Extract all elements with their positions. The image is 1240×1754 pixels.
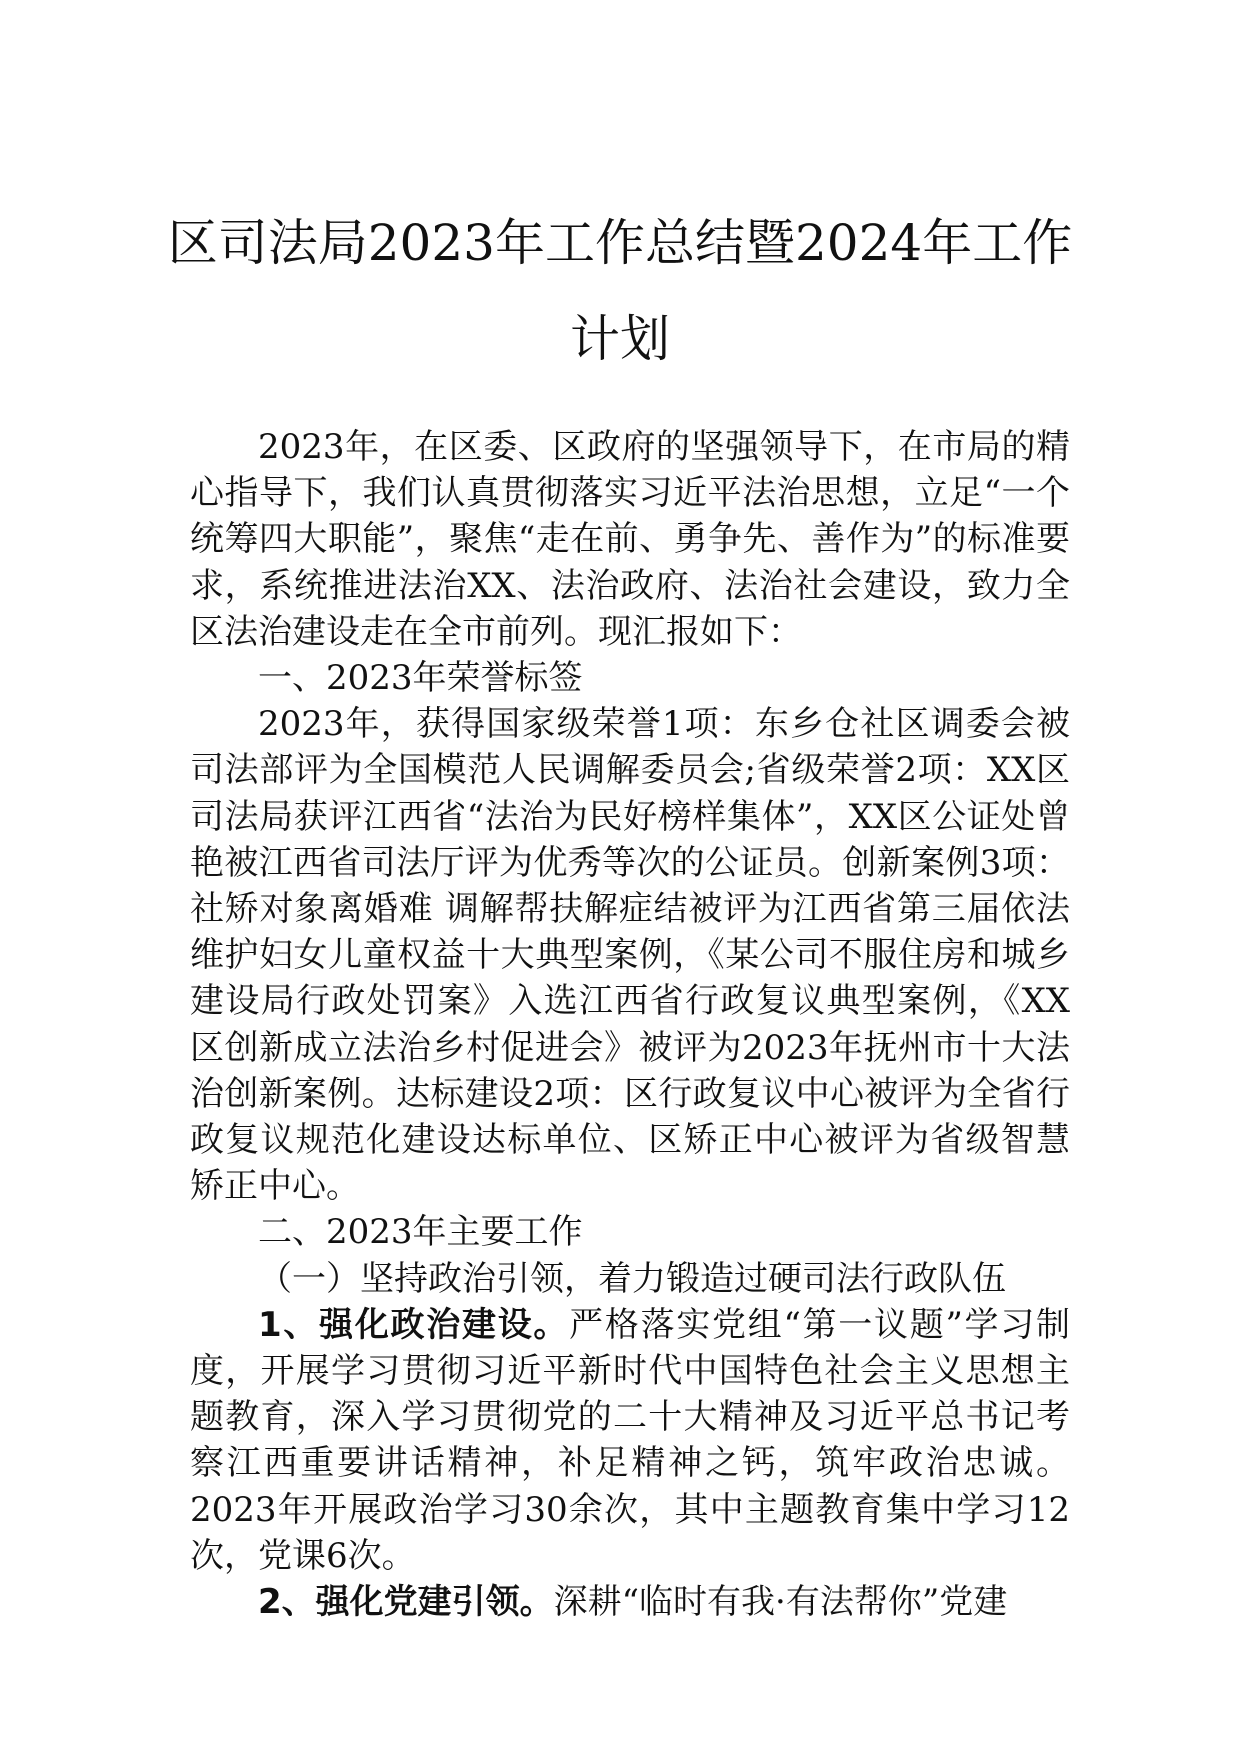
item-text-party-building: 深耕“临时有我·有法帮你”党建	[553, 1582, 1008, 1623]
document-title: 区司法局2023年工作总结暨2024年工作计划	[167, 214, 1073, 368]
intro-paragraph: 2023年，在区委、区政府的坚强领导下，在市局的精心指导下，我们认真贯彻落实习近平法治思想，立足“一个统筹四大职能”，聚焦“走在前、勇争先、善作为”的标准要求，系统推进法治XX、法治政府、法治社会建设，致力全区法治建设走在全市前列。现汇报如下：	[190, 427, 1070, 652]
item-paragraph-political-building	[190, 1302, 1070, 1579]
subsection-heading-political: （一）坚持政治引领，着力锻造过硬司法行政队伍	[258, 1258, 1006, 1299]
item-paragraph-party-building	[190, 1579, 1070, 1625]
section-heading-honors: 一、2023年荣誉标签	[258, 658, 583, 699]
item-lead-party-building: 2、强化党建引领。	[258, 1582, 554, 1623]
section-heading-main-work: 二、2023年主要工作	[258, 1212, 583, 1253]
honors-paragraph: 2023年，获得国家级荣誉1项：东乡仓社区调委会被司法部评为全国模范人民调解委员会;省级荣誉2项：XX区司法局获评江西省“法治为民好榜样集体”，XX区公证处曾艳被江西省司法厅评为优秀等次的公证员。创新案例3项：社矫对象离婚难 调解帮扶解症结被评为江西省第三届依法维护妇女儿童权益十大典型案例，《某公司不服住房和城乡建设局行政处罚案》入选江西省行政复议典型案例，《XX区创新成立法治乡村促进会》被评为2023年抚州市十大法治创新案例。达标建设2项：区行政复议中心被评为全省行政复议规范化建设达标单位、区矫正中心被评为省级智慧矫正中心。	[190, 704, 1070, 1207]
document-body	[190, 424, 1070, 1625]
item-text-political-building: 严格落实党组“第一议题”学习制度，开展学习贯彻习近平新时代中国特色社会主义思想主题教育，深入学习贯彻党的二十大精神及习近平总书记考察江西重要讲话精神，补足精神之钙，筑牢政治忠诚。2023年开展政治学习30余次，其中主题教育集中学习12次，党课6次。	[190, 1304, 1070, 1576]
item-lead-political-building: 1、强化政治建设。	[258, 1304, 570, 1345]
